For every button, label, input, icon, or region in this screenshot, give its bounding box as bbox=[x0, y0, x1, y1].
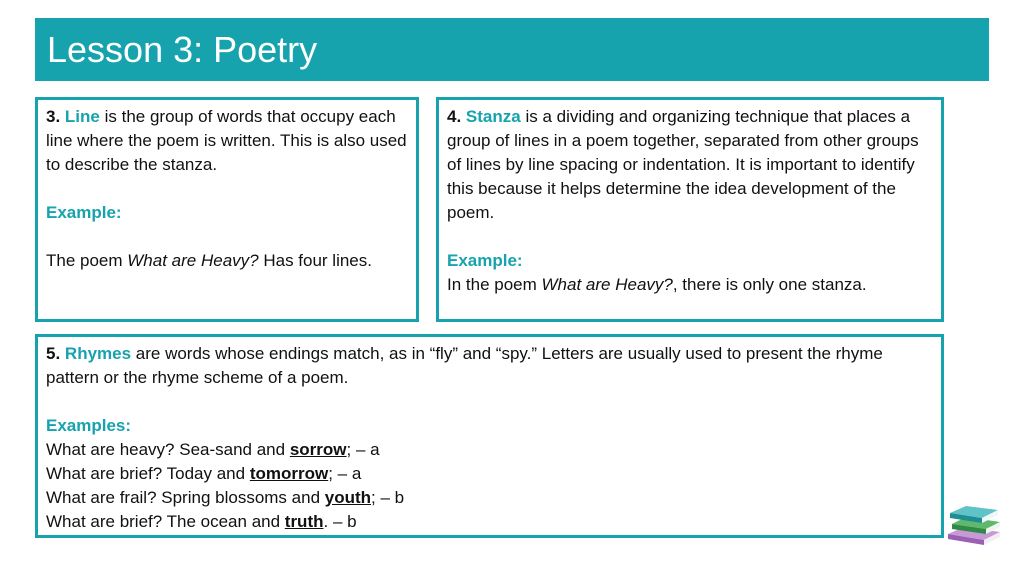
rhymes-number: 5. bbox=[46, 344, 61, 363]
rhyme-line-text: What are brief? The ocean and bbox=[46, 512, 285, 531]
line-example-post: Has four lines. bbox=[258, 251, 372, 270]
rhyme-line bbox=[46, 510, 933, 534]
books-icon bbox=[944, 500, 1004, 546]
stanza-card bbox=[436, 97, 944, 322]
line-term: Line bbox=[64, 107, 100, 126]
rhyme-line-text: What are frail? Spring blossoms and bbox=[46, 488, 325, 507]
rhyme-line-text: What are heavy? Sea-sand and bbox=[46, 440, 290, 459]
line-example bbox=[46, 249, 408, 273]
stanza-example-label: Example: bbox=[447, 251, 523, 270]
rhymes-card bbox=[35, 334, 944, 538]
rhyme-line bbox=[46, 462, 933, 486]
rhyme-scheme: ; – b bbox=[371, 488, 405, 507]
stanza-number: 4. bbox=[447, 107, 462, 126]
rhyme-word: truth bbox=[284, 512, 324, 531]
stanza-term: Stanza bbox=[465, 107, 521, 126]
stanza-example bbox=[447, 273, 933, 297]
rhyme-line bbox=[46, 438, 933, 462]
title-bar bbox=[35, 18, 989, 81]
rhymes-definition bbox=[46, 342, 933, 390]
rhyme-word: sorrow bbox=[289, 440, 347, 459]
line-card bbox=[35, 97, 419, 322]
page-title: Lesson 3: Poetry bbox=[47, 29, 318, 70]
rhyme-line-text: What are brief? Today and bbox=[46, 464, 250, 483]
rhyme-scheme: ; – a bbox=[328, 464, 362, 483]
stanza-definition-text: is a dividing and organizing technique that places a group of lines in a poem together, separated from other groups of lines by line spacing or indentation. It is important to identify this because it helps determine the idea development of the poem. bbox=[447, 107, 919, 222]
rhyme-word: tomorrow bbox=[249, 464, 329, 483]
line-example-pre: The poem bbox=[46, 251, 128, 270]
rhyme-scheme: . – b bbox=[323, 512, 357, 531]
stanza-definition bbox=[447, 105, 933, 225]
stanza-example-title: What are Heavy? bbox=[541, 275, 673, 294]
rhymes-term: Rhymes bbox=[64, 344, 132, 363]
rhyme-word: youth bbox=[324, 488, 372, 507]
line-definition-text: is the group of words that occupy each line where the poem is written. This is also used to describe the stanza. bbox=[46, 107, 407, 174]
line-number: 3. bbox=[46, 107, 61, 126]
line-example-title: What are Heavy? bbox=[127, 251, 259, 270]
rhyme-scheme: ; – a bbox=[346, 440, 380, 459]
rhyme-line bbox=[46, 486, 933, 510]
stanza-example-post: , there is only one stanza. bbox=[672, 275, 867, 294]
rhymes-examples-label: Examples: bbox=[46, 416, 132, 435]
line-example-label: Example: bbox=[46, 203, 122, 222]
stanza-example-pre: In the poem bbox=[447, 275, 542, 294]
rhymes-definition-text: are words whose endings match, as in “fly” and “spy.” Letters are usually used to present the rhyme pattern or the rhyme scheme of a poem. bbox=[46, 344, 883, 387]
line-definition bbox=[46, 105, 408, 177]
